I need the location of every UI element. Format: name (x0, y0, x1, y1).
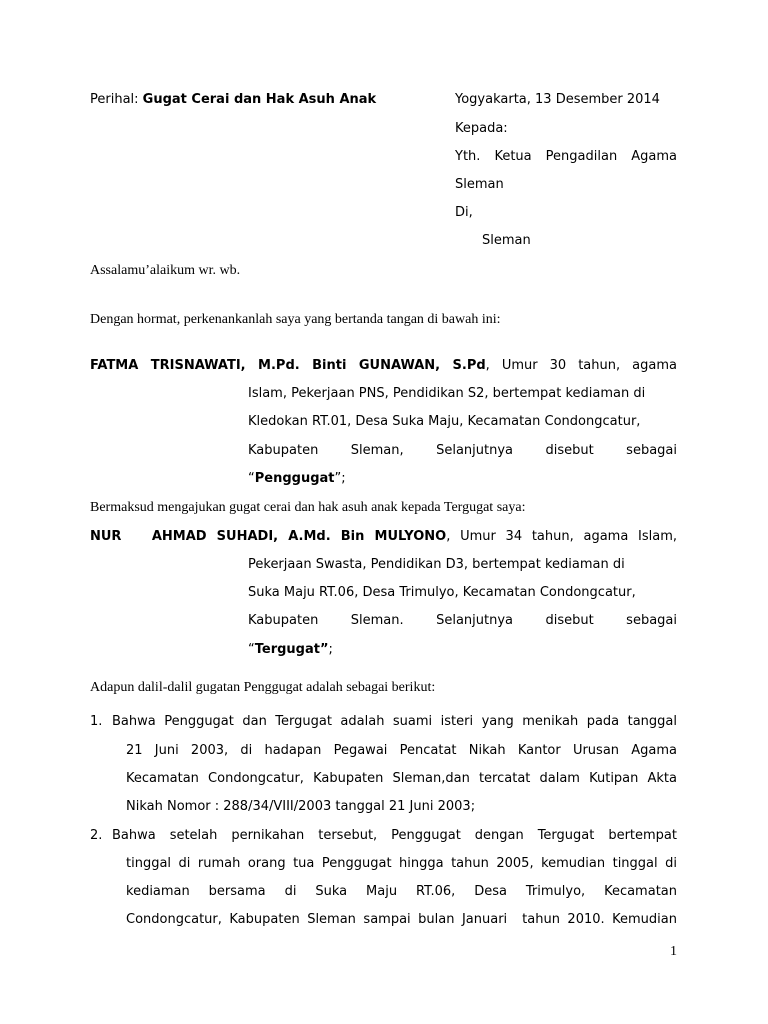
item-2-number: 2. (90, 828, 103, 843)
defendant-line-1 (90, 529, 677, 544)
item-1-line-4: Nikah Nomor : 288/34/VIII/2003 tanggal 21 Juni 2003; (126, 799, 476, 814)
quote-open: “ (248, 471, 255, 486)
plaintiff-line-4: Kabupaten Sleman, Selanjutnya disebut sebagai (248, 443, 677, 458)
item-2-line-1: Bahwa setelah pernikahan tersebut, Penggugat dengan Tergugat bertempat (112, 828, 677, 843)
place-date: Yogyakarta, 13 Desember 2014 (455, 92, 660, 107)
quote-close: ; (328, 642, 333, 657)
plaintiff-line-1-rest: , Umur 30 tahun, agama (485, 358, 677, 373)
plaintiff-line-1 (90, 358, 677, 373)
quote-close: ”; (334, 471, 346, 486)
plaintiff-alias-name: Penggugat (254, 471, 335, 486)
page-number: 1 (670, 944, 677, 959)
item-1-number: 1. (90, 714, 103, 729)
defendant-alias (248, 642, 333, 657)
defendant-alias-name: Tergugat” (254, 642, 329, 657)
defendant-line-4: Kabupaten Sleman. Selanjutnya disebut sebagai (248, 613, 677, 628)
location-city: Sleman (482, 233, 531, 248)
item-1-line-3: Kecamatan Condongcatur, Kabupaten Sleman,dan tercatat dalam Kutipan Akta (126, 771, 677, 786)
recipient-label: Kepada: (455, 121, 508, 136)
location-label: Di, (455, 205, 473, 220)
subject-label: Perihal: (90, 92, 139, 107)
plaintiff-name: FATMA TRISNAWATI, M.Pd. Binti GUNAWAN, S.Pd (90, 358, 486, 373)
greeting: Assalamu’alaikum wr. wb. (90, 263, 241, 278)
transition-text: Bermaksud mengajukan gugat cerai dan hak asuh anak kepada Tergugat saya: (90, 500, 526, 515)
plaintiff-line-3: Kledokan RT.01, Desa Suka Maju, Kecamatan Condongcatur, (248, 414, 641, 429)
subject-value: Gugat Cerai dan Hak Asuh Anak (142, 92, 377, 107)
item-1-line-2: 21 Juni 2003, di hadapan Pegawai Pencatat Nikah Kantor Urusan Agama (126, 743, 677, 758)
quote-open: “ (248, 642, 255, 657)
item-2-line-4: Condongcatur, Kabupaten Sleman sampai bulan Januari tahun 2010. Kemudian (126, 912, 677, 927)
recipient-title: Yth. Ketua Pengadilan Agama (455, 149, 677, 164)
plaintiff-alias (248, 471, 346, 486)
item-2-line-2: tinggal di rumah orang tua Penggugat hingga tahun 2005, kemudian tinggal di (126, 856, 677, 871)
defendant-line-3: Suka Maju RT.06, Desa Trimulyo, Kecamatan Condongcatur, (248, 585, 636, 600)
plaintiff-line-2: Islam, Pekerjaan PNS, Pendidikan S2, bertempat kediaman di (248, 386, 646, 401)
recipient-city: Sleman (455, 177, 504, 192)
item-1-line-1: Bahwa Penggugat dan Tergugat adalah suami isteri yang menikah pada tanggal (112, 714, 677, 729)
subject-line (90, 92, 376, 107)
item-2-line-3: kediaman bersama di Suka Maju RT.06, Desa Trimulyo, Kecamatan (126, 884, 677, 899)
arguments-intro: Adapun dalil-dalil gugatan Penggugat adalah sebagai berikut: (90, 680, 436, 695)
defendant-name: NUR AHMAD SUHADI, A.Md. Bin MULYONO (90, 529, 447, 544)
defendant-line-2: Pekerjaan Swasta, Pendidikan D3, bertempat kediaman di (248, 557, 625, 572)
defendant-line-1-rest: , Umur 34 tahun, agama Islam, (446, 529, 677, 544)
intro-text: Dengan hormat, perkenankanlah saya yang bertanda tangan di bawah ini: (90, 312, 501, 327)
